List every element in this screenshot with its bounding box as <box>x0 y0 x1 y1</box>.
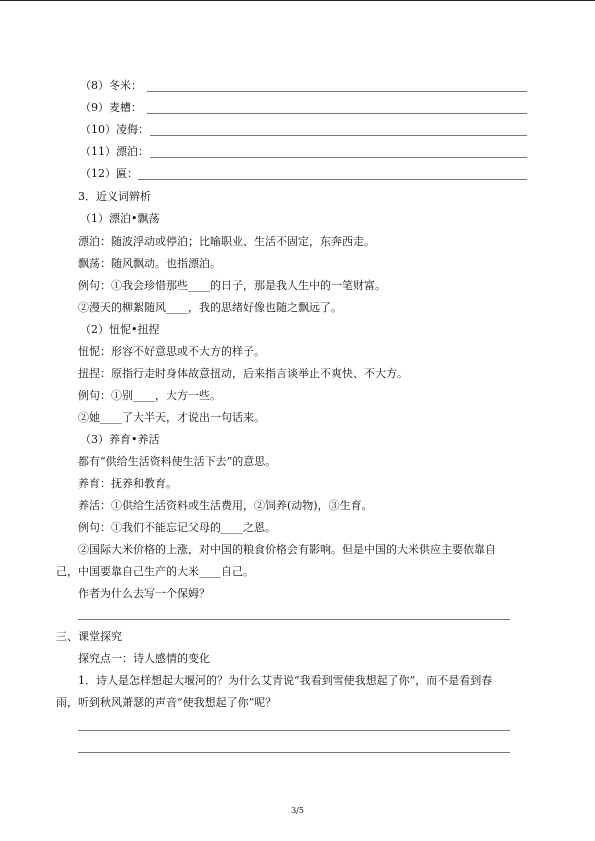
definition: 扭捏：原指行走时身体故意扭动，后来指言谈举止不爽快、不大方。 <box>78 367 408 380</box>
example-sentence: 例句：①我会珍惜那些____的日子，那是我人生中的一笔财富。 <box>78 279 386 292</box>
answer-line[interactable] <box>78 730 510 731</box>
section-heading-synonyms: 3．近义词辨析 <box>78 190 151 203</box>
answer-line[interactable] <box>147 113 527 114</box>
top-border <box>0 0 595 1</box>
answer-line[interactable] <box>150 157 527 158</box>
common-meaning: 都有“供给生活资料使生活下去”的意思。 <box>78 455 277 468</box>
inquiry-point: 探究点一：诗人感情的变化 <box>78 652 210 665</box>
question: 作者为什么去写一个保姆？ <box>78 587 210 600</box>
example-sentence: ②国际大米价格的上涨，对中国的粮食价格会有影响。但是中国的大米供应主要依靠自 <box>78 543 496 556</box>
definition: 养育：抚养和教育。 <box>78 477 177 490</box>
example-sentence: 己，中国要靠自己生产的大米____自己。 <box>56 565 254 578</box>
definition: 飘荡：随风飘动。也指漂泊。 <box>78 257 221 270</box>
question: 雨，听到秋风萧瑟的声音“使我想起了你”呢？ <box>56 696 277 709</box>
vocab-item-11: （11）漂泊： <box>80 145 149 158</box>
answer-line[interactable] <box>78 752 510 753</box>
example-sentence: ②漫天的柳絮随风____，我的思绪好像也随之飘远了。 <box>78 301 342 314</box>
vocab-item-8: （8）冬米： <box>80 79 142 92</box>
group-title: （3）养育•养活 <box>80 433 160 446</box>
group-title: （2）忸怩•扭捏 <box>80 323 160 336</box>
question: 1．诗人是怎样想起大堰河的？为什么艾青说“我看到雪使我想起了你”，而不是看到春 <box>78 674 493 687</box>
answer-line[interactable] <box>78 619 510 620</box>
vocab-item-12: （12）匾： <box>80 167 138 180</box>
answer-line[interactable] <box>138 179 527 180</box>
definition: 忸怩：形容不好意思或不大方的样子。 <box>78 345 265 358</box>
example-sentence: ②她____了大半天，才说出一句话来。 <box>78 411 265 424</box>
vocab-item-10: （10）凌侮： <box>80 123 149 136</box>
example-sentence: 例句：①我们不能忘记父母的____之恩。 <box>78 521 276 534</box>
answer-line[interactable] <box>150 135 527 136</box>
page-number: 3/5 <box>291 806 304 815</box>
answer-line[interactable] <box>147 91 527 92</box>
definition: 漂泊：随波浮动或停泊；比喻职业、生活不固定，东奔西走。 <box>78 235 375 248</box>
section-heading-inquiry: 三、课堂探究 <box>56 630 122 643</box>
definition: 养活：①供给生活资料或生活费用，②饲养(动物)，③生育。 <box>78 499 373 512</box>
group-title: （1）漂泊•飘荡 <box>80 212 160 225</box>
example-sentence: 例句：①别____，大方一些。 <box>78 389 221 402</box>
vocab-item-9: （9）麦槽： <box>80 101 142 114</box>
